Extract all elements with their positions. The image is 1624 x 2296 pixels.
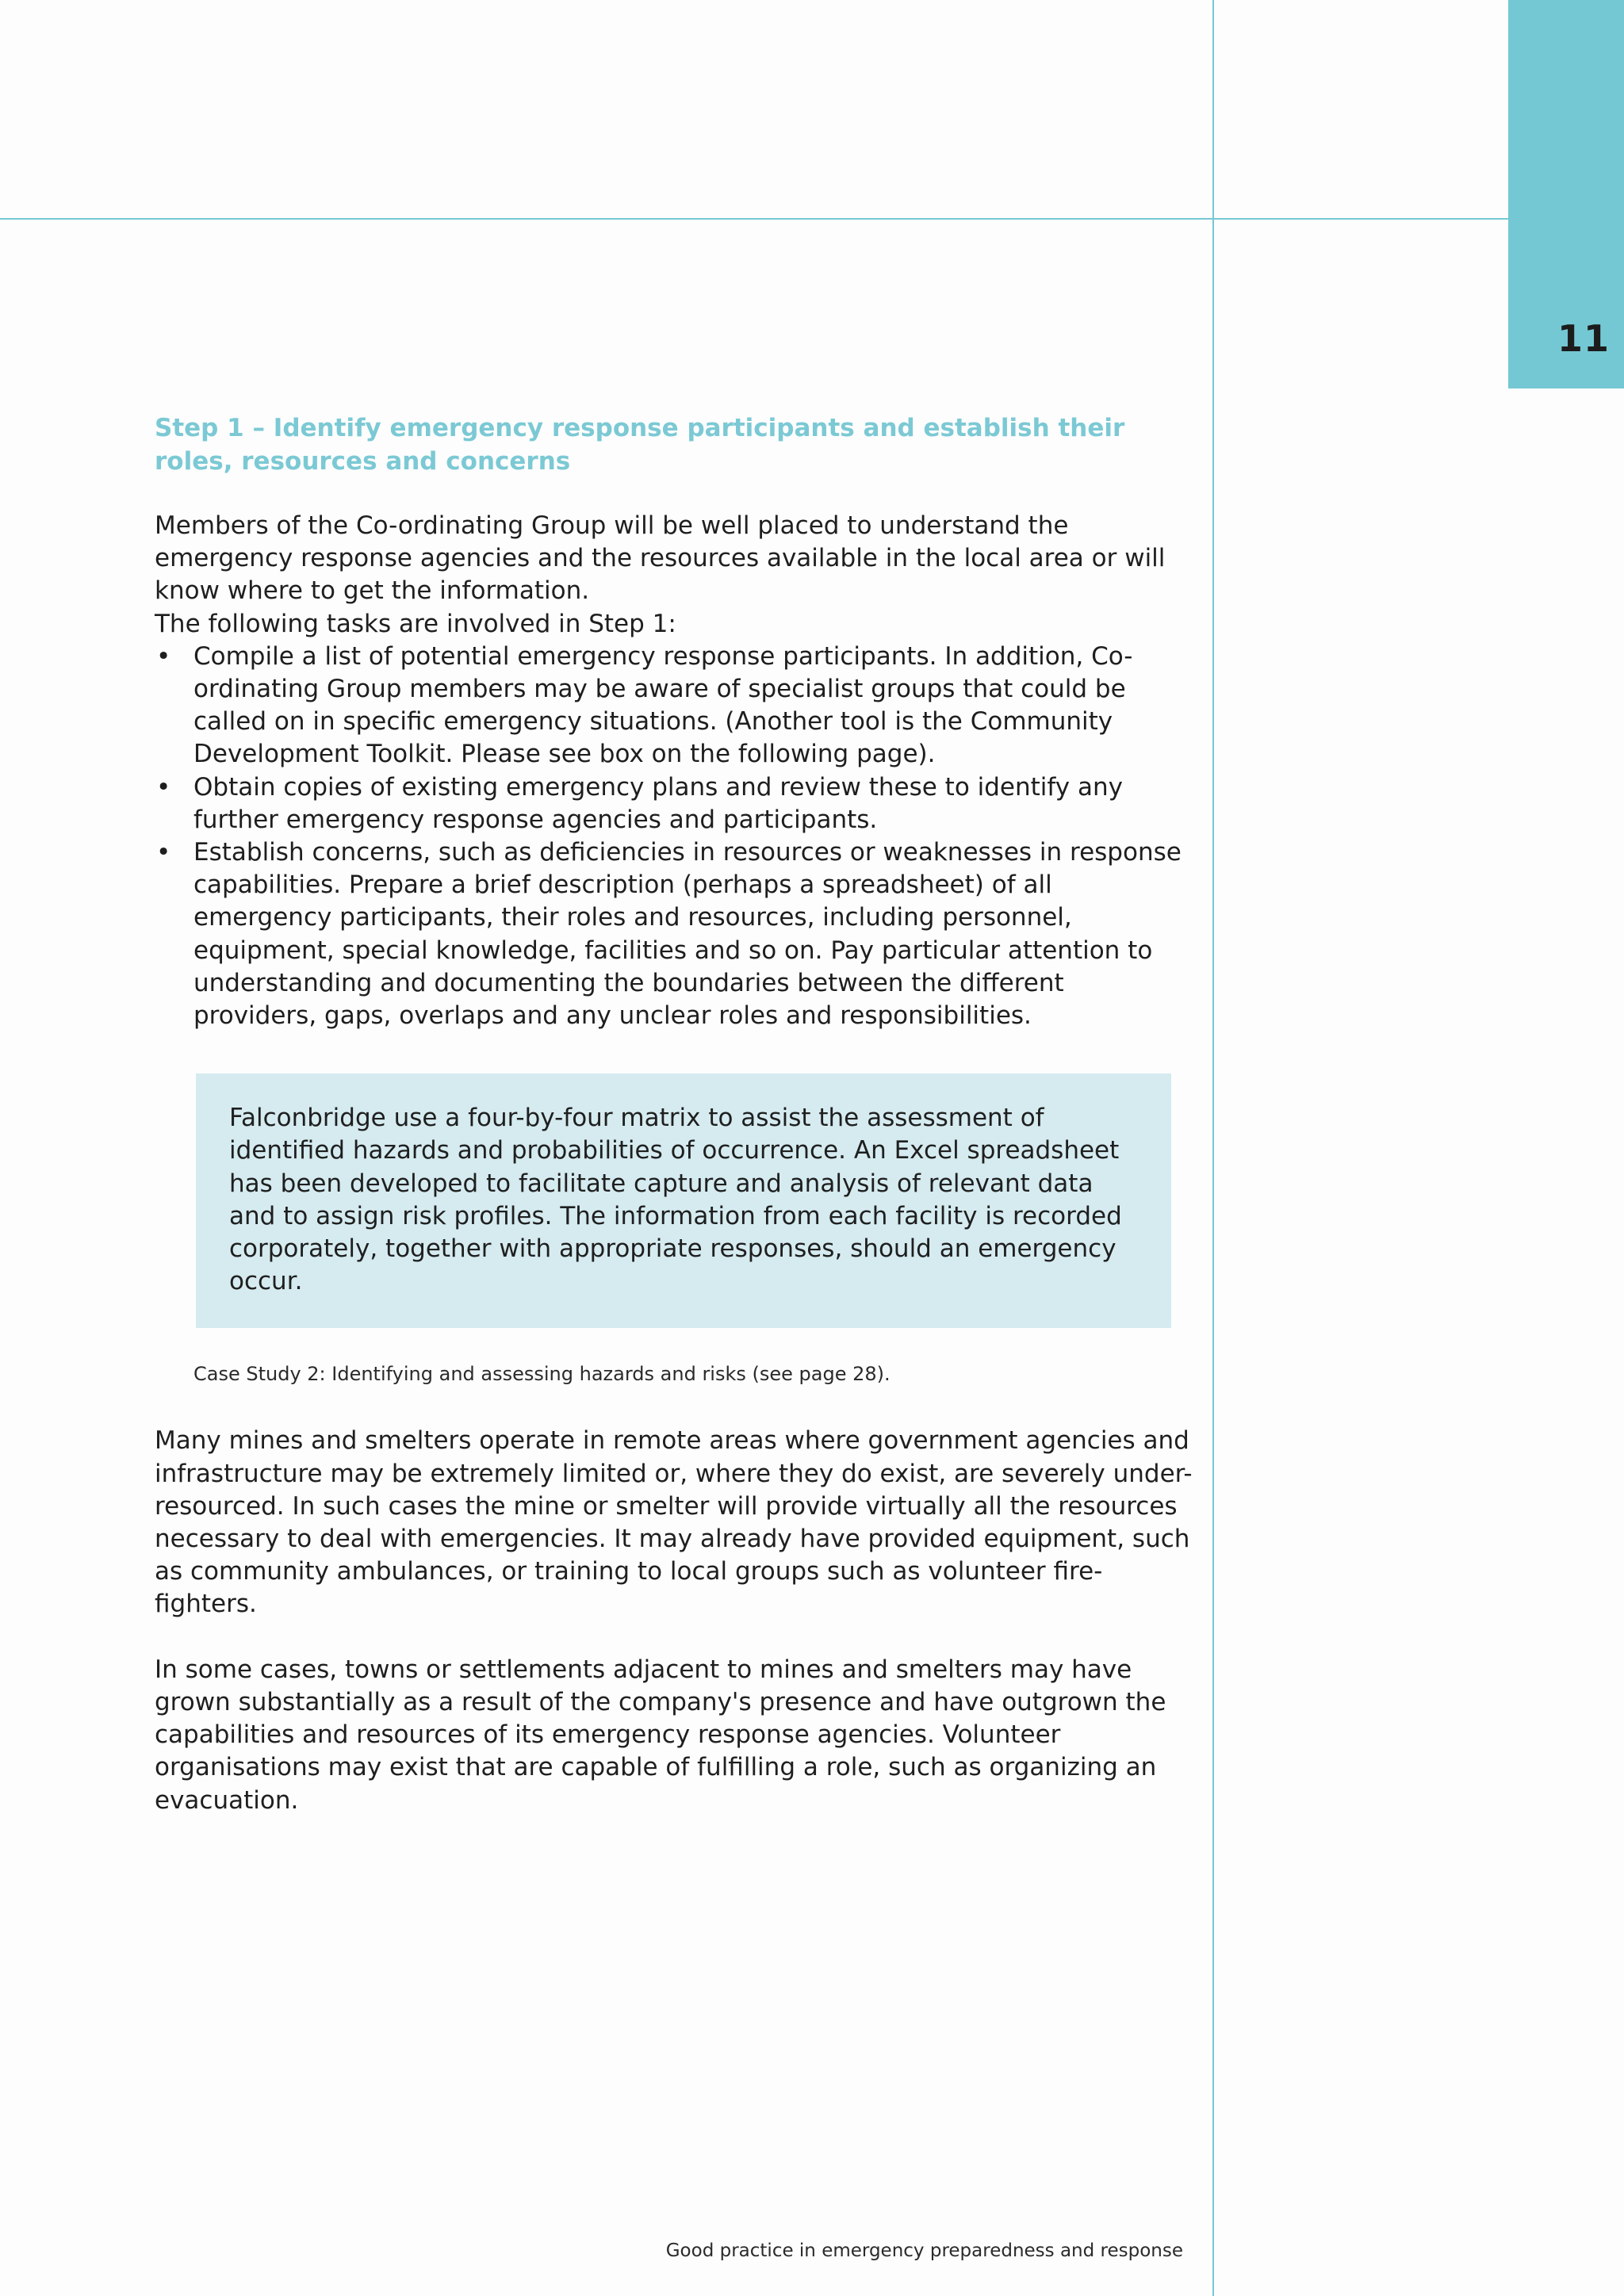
list-item	[155, 836, 1193, 1032]
page-number: 11	[1557, 317, 1610, 360]
bullet-icon: •	[156, 838, 171, 867]
margin-divider	[1212, 0, 1214, 2296]
body-paragraph: In some cases, towns or settlements adjacent to mines and smelters may have grown substantially as a result of the company's presence and have outgrown the capabilities and resources of its emergency response agencies. Volunteer organisations may exist that are capable of fulfilling a role, such as organizing an evacuation.	[155, 1655, 1166, 1815]
list-item-text: Establish concerns, such as deficiencies in resources or weaknesses in response capabilities. Prepare a brief description (perhaps a spreadsheet) of all emergency participants, their roles and resources, including personnel, equipment, special knowledge, facilities and so on. Pay particular attention to understanding and documenting the boundaries between the different providers, gaps, overlaps and any unclear roles and responsibilities.	[193, 838, 1182, 1031]
header-divider	[0, 218, 1508, 220]
task-list	[155, 641, 1193, 1032]
case-study-text: Falconbridge use a four-by-four matrix to assist the assessment of identified hazards and probabilities of occurrence. An Excel spreadsheet has been developed to facilitate capture and analysis of relevant data and to assign risk profiles. The information from each facility is recorded corporately, together with appropriate responses, should an emergency occur.	[229, 1104, 1122, 1296]
section-heading: Step 1 – Identify emergency response participants and establish their roles, resources and concerns	[155, 414, 1125, 476]
body-paragraph: Many mines and smelters operate in remote areas where government agencies and infrastructure may be extremely limited or, where they do exist, are severely under-resourced. In such cases the mine or smelter will provide virtually all the resources necessary to deal with emergencies. It may already have provided equipment, such as community ambulances, or training to local groups such as volunteer fire-fighters.	[155, 1426, 1193, 1619]
intro-paragraph: Members of the Co-ordinating Group will be well placed to understand the emergency response agencies and the resources available in the local area or will know where to get the information.	[155, 511, 1166, 606]
list-item	[155, 771, 1193, 836]
case-study-box	[196, 1073, 1171, 1328]
list-item-text: Compile a list of potential emergency response participants. In addition, Co-ordinating Group members may be aware of specialist groups that could be called on in specific emergency situations. (Another tool is the Community Development Toolkit. Please see box on the following page).	[193, 641, 1133, 769]
case-study-caption: Case Study 2: Identifying and assessing hazards and risks (see page 28).	[193, 1363, 891, 1386]
tasks-lead: The following tasks are involved in Step 1:	[155, 609, 676, 638]
main-content	[155, 411, 1193, 1817]
bullet-icon: •	[156, 641, 171, 671]
list-item-text: Obtain copies of existing emergency plans and review these to identify any further emergency response agencies and participants.	[193, 772, 1123, 834]
list-item	[155, 641, 1193, 771]
bullet-icon: •	[156, 772, 171, 802]
page-footer: Good practice in emergency preparedness and response	[665, 2241, 1183, 2261]
page-number-tab	[1508, 0, 1624, 388]
